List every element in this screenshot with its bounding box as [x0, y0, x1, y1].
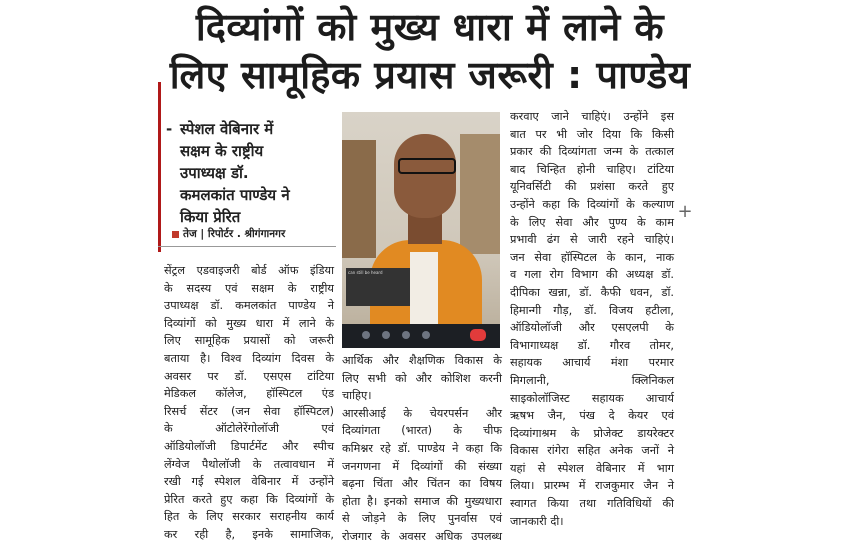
article-line: कर रही है, इनके सामाजिक,	[164, 527, 334, 541]
headline-line-1: दिव्यांगों को मुख्य धारा में लाने के	[195, 5, 665, 49]
article-line: आर्थिक और शैक्षणिक विकास के	[342, 354, 502, 367]
article-line: सेंट्रल एडवाइजरी बोर्ड ऑफ इंडिया	[164, 264, 334, 277]
article-line: अवसर पर डॉ. एसएस टांटिया	[164, 369, 334, 383]
article-line: आरसीआई के चेयरपर्सन और	[342, 406, 502, 420]
article-line: दीपिका खन्ना, डॉ. कैफी धवन, डॉ.	[510, 285, 674, 299]
article-line: कमिश्नर रहे डॉ. पाण्डेय ने कहा कि	[342, 441, 502, 455]
camera-icon	[382, 331, 390, 339]
article-column-3	[510, 108, 674, 530]
article-line: साइकोलॉजिस्ट सहायक आचार्य	[510, 391, 674, 405]
subheadline-line: सक्षम के राष्ट्रीय	[180, 142, 264, 160]
article-line: जानकारी दी।	[510, 514, 564, 528]
subheadline-dash: -	[166, 120, 173, 138]
byline	[172, 227, 285, 241]
article-line: बात पर भी जोर दिया कि किसी	[510, 127, 674, 141]
divider	[158, 246, 336, 247]
headline-line-2: लिए सामूहिक प्रयास जरूरी : पाण्डेय	[169, 53, 691, 97]
article-line: प्रभावी ढंग से जारी रहने चाहिएं।	[510, 233, 674, 247]
speaker-photo	[342, 112, 500, 348]
article-line: प्रेरित करते हुए कहा कि दिव्यांगों के	[164, 492, 334, 506]
article-line: मिगलानी, क्लिनिकल	[510, 373, 674, 387]
article-line: के ऑटोलेरेंगोलॉजी एवं	[164, 422, 334, 436]
article-line: बढ़ना चिंता और चिंतन का विषय	[342, 477, 502, 491]
article-line: सहायक आचार्य मंशा परमार	[510, 356, 674, 370]
more-options-icon	[422, 331, 430, 339]
article-line: प्रकार की दिव्यांगता जन्म के तत्काल	[510, 145, 674, 159]
byline-text: तेज | रिपोर्टर . श्रीगंगानगर	[183, 228, 286, 240]
article-line: लिए सामूहिक प्रयासों को जरूरी	[164, 334, 334, 348]
article-line: करवाए जाने चाहिएं। उन्होंने इस	[510, 110, 674, 123]
article-line: यहां से स्पेशल वेबिनार में भाग	[510, 461, 674, 475]
article-column-2	[342, 352, 502, 546]
article-line: बताया है। विश्व दिव्यांग दिवस के	[164, 351, 334, 365]
article-line: दिव्यांगों को मुख्य धारा में लाने के	[164, 316, 334, 330]
subheadline-line: उपाध्यक्ष डॉ.	[180, 164, 249, 182]
article-line: ऋषभ जैन, पंख दे केयर एवं	[510, 409, 674, 423]
article-line: यूनिवर्सिटी की प्रशंसा करते हुए	[510, 180, 674, 194]
article-line: बाद चिन्हित होनी चाहिए। टांटिया	[510, 162, 674, 176]
article-line: दिव्यांगता (भारत) के चीफ	[342, 424, 502, 438]
end-call-icon	[470, 329, 486, 341]
mic-icon	[362, 331, 370, 339]
subheadline-line: किया प्रेरित	[180, 208, 241, 226]
article-line: विकास रांगेरा सहित अनेक जनों ने	[510, 444, 674, 458]
article-line: दिव्यांगाश्रम के प्रोजेक्ट डायरेक्टर	[510, 426, 674, 440]
article-line: ऑडियोलॉजी डिपार्टमेंट और स्पीच	[164, 439, 334, 453]
article-line: हित के लिए सरकार सराहनीय कार्य	[164, 510, 334, 524]
article-line: होता है। इनको समाज की मुख्यधारा	[342, 494, 502, 508]
article-line: रोजगार के अवसर अधिक उपलब्ध	[342, 529, 502, 543]
article-line: विभागाध्यक्ष डॉ. गौरव तोमर,	[510, 338, 674, 352]
article-line: लिए सभी को और कोशिश करनी	[342, 371, 502, 385]
article-line: व गला रोग विभाग की अध्यक्ष डॉ.	[510, 268, 674, 282]
article-line: लिया। प्रारम्भ में राजकुमार जैन ने	[510, 479, 674, 493]
article-line: से जोड़ने के लिए पुनर्वास एवं	[342, 512, 502, 526]
article-line: के सदस्य एवं सक्षम के राष्ट्रीय	[164, 281, 334, 295]
accent-rule	[158, 82, 161, 252]
subheadline	[166, 118, 340, 228]
article-line: स्वागत किया तथा गतिविधियों की	[510, 497, 674, 511]
article-line: चाहिए।	[342, 389, 372, 403]
article-line: उन्होंने कहा कि दिव्यांगों के कल्याण	[510, 197, 674, 211]
subheadline-line: स्पेशल वेबिनार में	[180, 120, 274, 138]
article-line: हिमान्गी गौड़, डॉ. विजय हटीला,	[510, 303, 674, 317]
article-line: लेंग्वेज पैथोलॉजी के तत्वावधान में	[164, 457, 334, 471]
article-line: के लिए सेवा और पुण्य के काम	[510, 215, 674, 229]
article-line: जन सेवा हॉस्पिटल के कान, नाक	[510, 250, 674, 264]
subheadline-line: कमलकांत पाण्डेय ने	[180, 186, 290, 204]
screen-share-icon	[402, 331, 410, 339]
crosshair-icon: +	[677, 201, 693, 222]
article-line: रखी गई स्पेशल वेबिनार में उन्होंने	[164, 475, 334, 489]
article-line: रिसर्च सेंटर (जन सेवा हॉस्पिटल)	[164, 404, 334, 418]
article-line: मेडिकल कॉलेज, हॉस्पिटल एंड	[164, 387, 334, 401]
byline-marker-icon	[172, 231, 179, 238]
call-toast: can still be heard	[346, 268, 410, 306]
article-line: ऑडियोलॉजी और एसएलपी के	[510, 321, 674, 335]
article-line: उपाध्यक्ष डॉ. कमलकांत पाण्डेय ने	[164, 299, 334, 313]
article-column-1	[164, 262, 334, 544]
article-line: जनगणना में दिव्यांगों की संख्या	[342, 459, 502, 473]
